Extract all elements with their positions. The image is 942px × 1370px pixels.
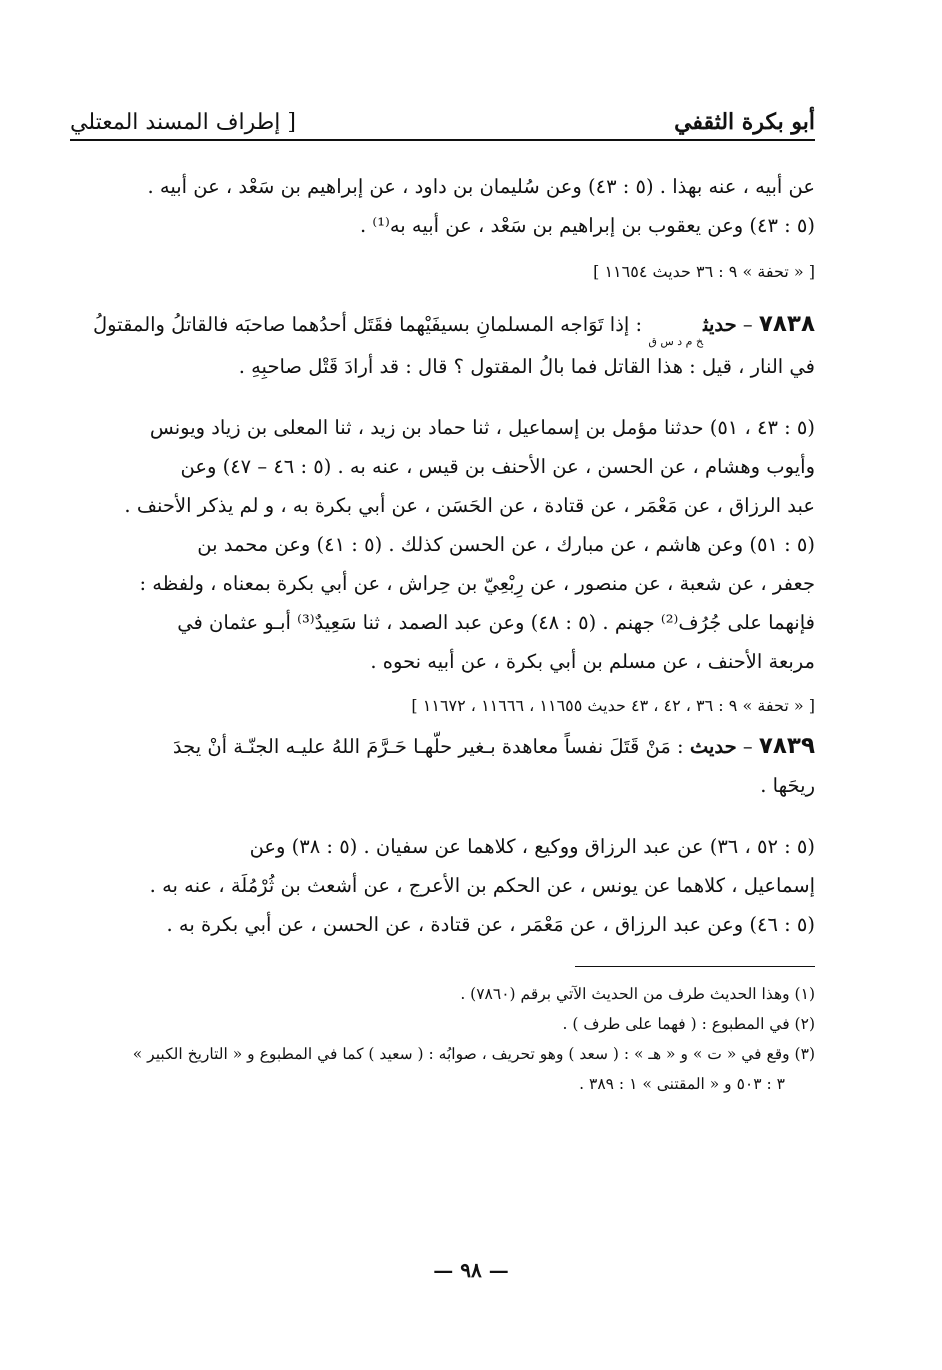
footnote: (١) وهذا الحديث طرف من الحديث الآتي برقم (٧٨٦٠) . xyxy=(460,985,815,1003)
text-line: إسماعيل ، كلاهما عن يونس ، عن الحكم بن الأعرج ، عن أشعث بن ثُرْمُلَة ، عنه به . xyxy=(149,874,815,897)
footnotes xyxy=(70,979,815,1099)
hadith-keyword: حديث xyxy=(703,313,737,336)
text-line: (٥ : ٥١) وعن هاشم ، عن مبارك ، عن الحسن كذلك . (٥ : ٤١) وعن محمد بن xyxy=(197,533,815,556)
hadith-text: : مَنْ قَتَلَ نفساً معاهدة بـغير حلّهـا حَـرَّمَ اللهُ عليـه الجنّـة أنْ يجدَ xyxy=(172,735,684,758)
running-header xyxy=(70,95,815,141)
hadith-text: : إذا تَوَاجه المسلمانِ بسيفَيْهما فقَتَل أحدُهما صاحبَه فالقاتلُ والمقتولُ xyxy=(92,313,643,336)
hadith-number: ٧٨٣٨ xyxy=(758,311,815,337)
hadith-7839 xyxy=(70,727,815,805)
text-line: عبد الرزاق ، عن مَعْمَر ، عن قتادة ، عن الحَسَن ، عن أبي بكرة به ، و لم يذكر الأحنف . xyxy=(124,494,815,517)
tuhfa-reference: [ « تحفة » ٩ : ٣٦ حديث ١١٦٥٤ ] xyxy=(593,262,815,281)
text-block-3 xyxy=(70,827,815,944)
text-block-2 xyxy=(70,408,815,681)
text-line: فإنهما على جُرُف⁽²⁾ جهنم . (٥ : ٤٨) وعن عبد الصمد ، ثنا سَعِيدٌ⁽³⁾ أبـو عثمان في xyxy=(177,611,815,634)
text-block-1 xyxy=(70,167,815,245)
page-number: — ٩٨ — xyxy=(433,1258,509,1282)
footnote: (٢) في المطبوع : ( فهما على طرف ) . xyxy=(562,1015,815,1033)
text-line: مربعة الأحنف ، عن مسلم بن أبي بكرة ، عن أبيه نحوه . xyxy=(370,650,815,673)
hadith-heading-line xyxy=(70,727,815,766)
dash: – xyxy=(736,735,759,758)
header-work-title: [ إطراف المسند المعتلي xyxy=(70,110,296,135)
hadith-keyword: حديث xyxy=(689,735,737,758)
text-line: (٥ : ٤٦) وعن عبد الرزاق ، عن مَعْمَر ، عن قتادة ، عن الحسن ، عن أبي بكرة به . xyxy=(166,913,815,936)
text-line: وأيوب وهشام ، عن الحسن ، عن الأحنف بن قيس ، عنه به . (٥ : ٤٦ – ٤٧) وعن xyxy=(180,455,815,478)
text-line: جعفر ، عن شعبة ، عن منصور ، عن رِبْعِيّ بن حِراش ، عن أبي بكرة بمعناه ، ولفظه : xyxy=(139,572,815,595)
text-line: (٥ : ٤٣) وعن يعقوب بن إبراهيم بن سَعْد ، عن أبيه به⁽¹⁾ . xyxy=(360,214,815,237)
hadith-number: ٧٨٣٩ xyxy=(758,733,815,759)
hadith-sigla: خ م د س ق xyxy=(648,335,704,348)
text-line: (٥ : ٤٣ ، ٥١) حدثنا مؤمل بن إسماعيل ، ثنا حماد بن زيد ، ثنا المعلى بن زياد ويونس xyxy=(149,416,815,439)
text-line: (٥ : ٥٢ ، ٣٦) عن عبد الرزاق ووكيع ، كلاهما عن سفيان . (٥ : ٣٨) وعن xyxy=(249,835,815,858)
text-line: عن أبيه ، عنه بهذا . (٥ : ٤٣) وعن سُليمان بن داود ، عن إبراهيم بن سَعْد ، عن أبيه . xyxy=(147,175,815,198)
footnote: ٣ : ٥٠٣ و « المقتنى » ١ : ٣٨٩ . xyxy=(579,1075,785,1093)
page-body xyxy=(70,95,815,1099)
dash: – xyxy=(736,313,759,336)
hadith-text-line: ريحَها . xyxy=(760,774,815,797)
hadith-heading-line xyxy=(70,305,815,347)
tuhfa-reference: [ « تحفة » ٩ : ٣٦ ، ٤٢ ، ٤٣ حديث ١١٦٥٥ ، ١١٦٦٦ ، ١١٦٧٢ ] xyxy=(411,696,815,715)
footnote: (٣) وقع في « ت » و « هـ » : ( سعد ) وهو تحريف ، صوابُه : ( سعيد ) كما في المطبوع و « التاريخ الكبير » xyxy=(132,1045,815,1063)
header-book-title: أبو بكرة الثقفي xyxy=(674,109,815,135)
hadith-text-line: في النار ، قيل : هذا القاتل فما بالُ المقتول ؟ قال : قد أرادَ قَتْل صاحبِهِ . xyxy=(238,355,815,378)
hadith-7838 xyxy=(70,305,815,386)
